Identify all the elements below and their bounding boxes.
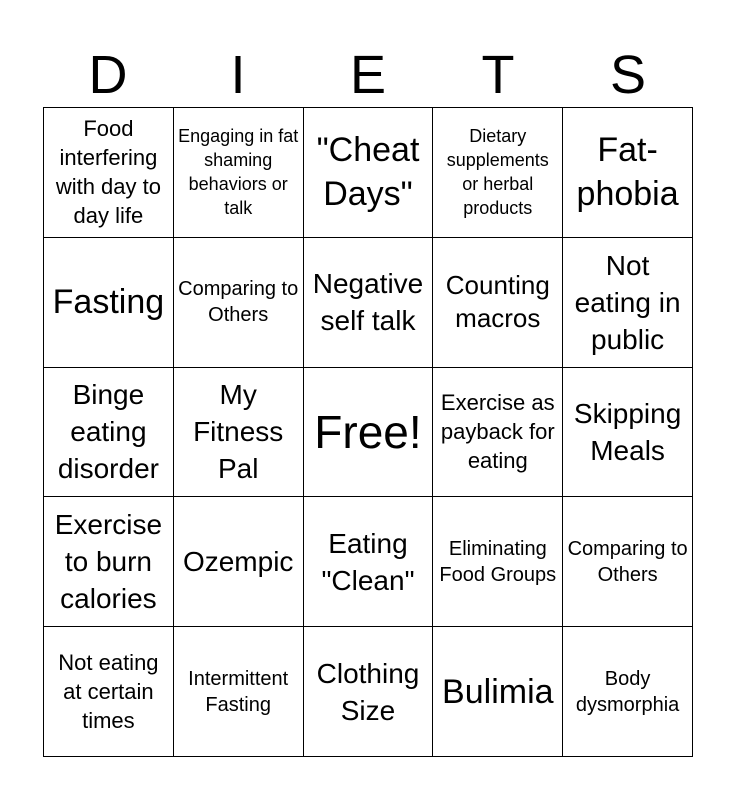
bingo-cell[interactable] (563, 497, 693, 627)
cell-text: Not eating at certain times (58, 650, 159, 734)
cell-text: Ozempic (182, 546, 294, 578)
bingo-cell[interactable] (304, 108, 434, 238)
bingo-cell[interactable] (44, 238, 174, 368)
header-letter-t: T (481, 45, 515, 105)
bingo-cell[interactable] (563, 108, 693, 238)
header-letter-d: D (88, 45, 128, 105)
cell-text: Fasting (52, 283, 165, 322)
bingo-grid (43, 107, 693, 757)
bingo-cell[interactable] (174, 368, 304, 498)
bingo-cell[interactable] (44, 497, 174, 627)
header-letter-e: E (349, 45, 387, 105)
cell-text: Comparing to Others (178, 278, 299, 327)
cell-text: Fat-phobia (576, 131, 679, 214)
bingo-cell[interactable] (174, 108, 304, 238)
bingo-cell[interactable] (433, 368, 563, 498)
cell-text: Eliminating Food Groups (439, 537, 557, 586)
cell-text: Not eating in public (574, 249, 681, 355)
header-letter-s: S (609, 45, 647, 105)
cell-text: Binge eating disorder (57, 379, 159, 485)
cell-text: Bulimia (442, 672, 554, 711)
cell-text: Exercise to burn calories (54, 509, 163, 615)
cell-text: Engaging in fat shaming behaviors or talk (178, 126, 299, 219)
cell-text: Food interfering with day to day life (55, 116, 161, 229)
bingo-cell[interactable] (433, 497, 563, 627)
bingo-cell[interactable] (44, 368, 174, 498)
bingo-cell[interactable] (563, 238, 693, 368)
bingo-header (43, 44, 693, 106)
cell-text: "Cheat Days" (316, 131, 420, 214)
bingo-cell[interactable] (304, 627, 434, 757)
bingo-cell[interactable] (433, 108, 563, 238)
cell-text: Eating "Clean" (321, 527, 415, 596)
cell-text: My Fitness Pal (193, 379, 284, 485)
cell-text: Counting macros (445, 270, 550, 334)
bingo-cell[interactable] (304, 238, 434, 368)
bingo-cell[interactable] (433, 238, 563, 368)
cell-text: Comparing to Others (567, 537, 688, 586)
cell-text: Free! (314, 405, 422, 458)
bingo-cell[interactable] (563, 627, 693, 757)
bingo-cell[interactable] (304, 497, 434, 627)
cell-text: Body dysmorphia (575, 667, 680, 716)
cell-text: Skipping Meals (573, 397, 682, 466)
cell-text: Intermittent Fasting (188, 667, 289, 716)
cell-text: Dietary supplements or herbal products (446, 126, 549, 219)
bingo-cell[interactable] (174, 627, 304, 757)
bingo-cell[interactable] (563, 368, 693, 498)
bingo-cell[interactable] (174, 497, 304, 627)
bingo-cell[interactable] (174, 238, 304, 368)
bingo-cell[interactable] (44, 627, 174, 757)
cell-text: Clothing Size (316, 657, 420, 726)
cell-text: Negative self talk (312, 268, 424, 337)
header-letter-i: I (230, 45, 246, 105)
bingo-cell[interactable] (433, 627, 563, 757)
bingo-cell[interactable] (44, 108, 174, 238)
free-space[interactable] (304, 368, 434, 498)
cell-text: Exercise as payback for eating (440, 390, 555, 474)
